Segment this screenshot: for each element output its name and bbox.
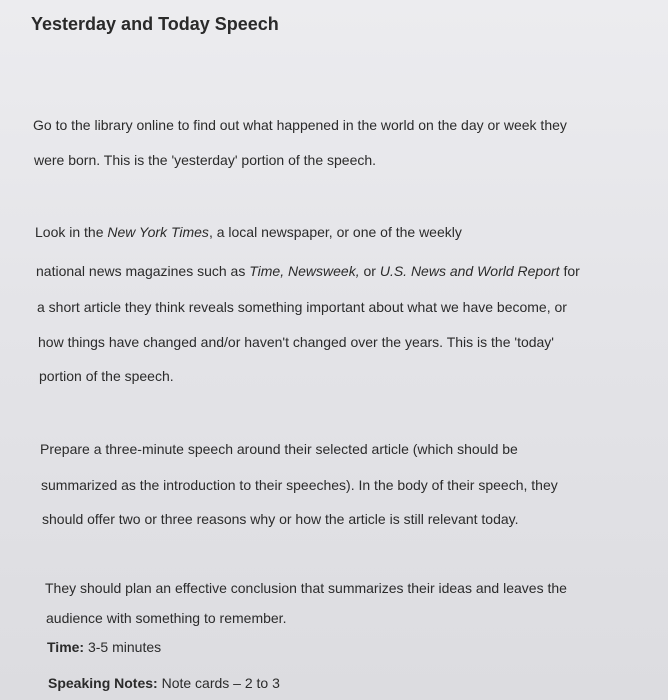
paragraph-2-line-3: a short article they think reveals something important about what we have become, or [37,299,567,315]
text-span: national news magazines such as [36,263,250,279]
speaking-notes-value: Note cards – 2 to 3 [157,675,280,691]
paragraph-2-line-1 [35,224,462,240]
time-label: Time: [47,639,85,655]
publication-title: New York Times [107,224,209,240]
paragraph-3-line-3: should offer two or three reasons why or how the article is still relevant today. [42,511,519,527]
paragraph-1-line-2: were born. This is the 'yesterday' portion of the speech. [34,152,377,168]
text-span: , a local newspaper, or one of the weekly [208,224,462,240]
time-line [47,639,161,655]
publication-title: U.S. News and World Report [379,263,560,279]
paragraph-4-line-1: They should plan an effective conclusion that summarizes their ideas and leaves the [45,580,567,596]
speaking-notes-label: Speaking Notes: [48,675,158,691]
publication-title: Time, Newsweek, [249,263,360,279]
paragraph-2-line-4: how things have changed and/or haven't changed over the years. This is the 'today' [38,334,554,350]
speaking-notes-line [48,675,280,691]
paragraph-4-line-2: audience with something to remember. [46,610,287,626]
paragraph-1-line-1: Go to the library online to find out what happened in the world on the day or week they [33,117,567,133]
text-span: or [359,263,380,279]
text-span: for [559,263,580,279]
paragraph-2-line-2 [36,263,580,279]
time-value: 3-5 minutes [84,639,162,655]
paragraph-3-line-1: Prepare a three-minute speech around their selected article (which should be [40,441,518,457]
text-span: Look in the [35,224,108,240]
paragraph-3-line-2: summarized as the introduction to their speeches). In the body of their speech, they [41,477,558,493]
page-title: Yesterday and Today Speech [31,14,279,34]
paragraph-2-line-5: portion of the speech. [39,368,174,384]
